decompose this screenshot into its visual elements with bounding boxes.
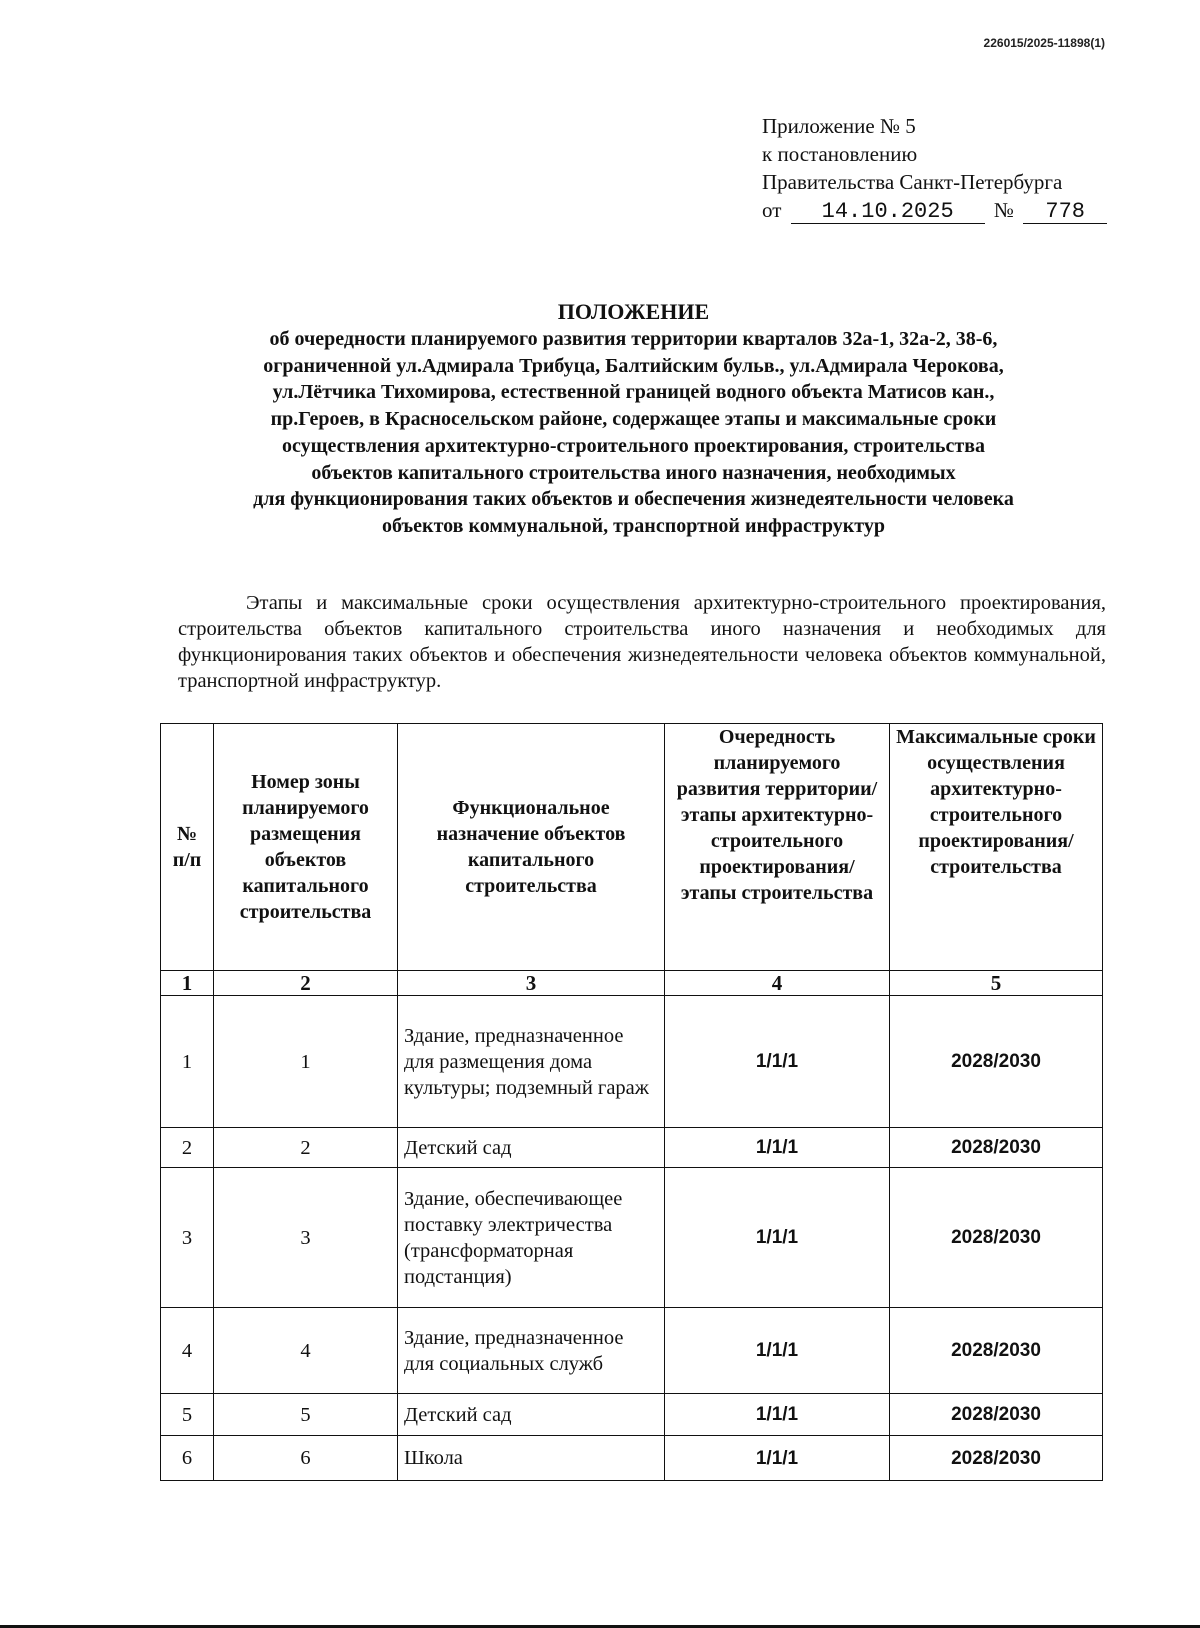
cell-order: 1/1/1 [665, 996, 890, 1128]
appendix-title: Приложение № 5 [762, 114, 916, 138]
title-heading: ПОЛОЖЕНИЕ [557, 299, 710, 324]
cell-purpose: Здание, обеспечивающее поставку электричества (трансформаторная подстанция) [398, 1168, 665, 1308]
cell-order: 1/1/1 [665, 1168, 890, 1308]
cell-order: 1/1/1 [665, 1128, 890, 1168]
cell-index: 5 [161, 1394, 214, 1436]
header-index: № п/п [161, 724, 214, 971]
column-number: 2 [214, 971, 398, 996]
cell-purpose: Здание, предназначенное для размещения дома культуры; подземный гараж [398, 996, 665, 1128]
resolution-date: 14.10.2025 [791, 201, 985, 224]
header-purpose: Функциональное назначение объектов капитального строительства [398, 724, 665, 971]
header-order: Очередность планируемого развития территории/этапы архитектурно-строительного проектирования/ этапы строительства [665, 724, 890, 971]
appendix-date-line [762, 196, 1107, 224]
cell-zone: 4 [214, 1308, 398, 1394]
table-row [161, 1128, 1103, 1168]
header-terms: Максимальные сроки осуществления архитектурно-строительного проектирования/ строительства [890, 724, 1103, 971]
title-line: об очередности планируемого развития территории кварталов 32а-1, 32а-2, 38-6, [269, 328, 998, 350]
appendix-reference: к постановлению [762, 142, 918, 166]
table-row [161, 1394, 1103, 1436]
column-number: 5 [890, 971, 1103, 996]
cell-index: 4 [161, 1308, 214, 1394]
column-number: 4 [665, 971, 890, 996]
cell-zone: 2 [214, 1128, 398, 1168]
cell-purpose: Школа [398, 1436, 665, 1481]
intro-paragraph: Этапы и максимальные сроки осуществления архитектурно-строительного проектирования, строительства объектов капитального строительства иного назначения и необходимых для функционирования таких объектов и обеспечения жизнедеятельности человека объектов коммунальной, транспортной инфраструктур. [178, 592, 1106, 692]
cell-zone: 3 [214, 1168, 398, 1308]
cell-terms: 2028/2030 [890, 1394, 1103, 1436]
document-title [150, 298, 1117, 540]
title-line: для функционирования таких объектов и обеспечения жизнедеятельности человека [253, 488, 1014, 511]
header-zone: Номер зоны планируемого размещения объектов капитального строительства [214, 724, 398, 971]
cell-order: 1/1/1 [665, 1436, 890, 1481]
column-number: 3 [398, 971, 665, 996]
cell-zone: 1 [214, 996, 398, 1128]
column-number: 1 [161, 971, 214, 996]
title-line: объектов коммунальной, транспортной инфраструктур [382, 514, 885, 537]
title-line: объектов капитального строительства иного назначения, необходимых [311, 461, 956, 484]
cell-zone: 6 [214, 1436, 398, 1481]
column-number-row [161, 971, 1103, 996]
cell-purpose: Здание, предназначенное для социальных служб [398, 1308, 665, 1394]
cell-purpose: Детский сад [398, 1394, 665, 1436]
cell-zone: 5 [214, 1394, 398, 1436]
cell-order: 1/1/1 [665, 1394, 890, 1436]
title-line: ограниченной ул.Адмирала Трибуца, Балтийским бульв., ул.Адмирала Черокова, [263, 354, 1004, 377]
cell-index: 1 [161, 996, 214, 1128]
cell-terms: 2028/2030 [890, 1168, 1103, 1308]
table-header-row [161, 724, 1103, 971]
cell-order: 1/1/1 [665, 1308, 890, 1394]
title-line: пр.Героев, в Красносельском районе, содержащее этапы и максимальные сроки [270, 408, 997, 431]
stages-table [160, 723, 1103, 1481]
cell-terms: 2028/2030 [890, 1308, 1103, 1394]
title-line: осуществления архитектурно-строительного проектирования, строительства [281, 434, 986, 457]
table-row [161, 1168, 1103, 1308]
document-registration-number: 226015/2025-11898(1) [983, 36, 1105, 50]
appendix-issuer: Правительства Санкт-Петербурга [762, 170, 1063, 194]
table-row [161, 996, 1103, 1128]
cell-index: 3 [161, 1168, 214, 1308]
cell-index: 2 [161, 1128, 214, 1168]
number-label: № [993, 198, 1014, 222]
from-label: от [762, 198, 782, 222]
cell-index: 6 [161, 1436, 214, 1481]
cell-terms: 2028/2030 [890, 996, 1103, 1128]
table-row [161, 1308, 1103, 1394]
appendix-block [762, 112, 1107, 224]
cell-purpose: Детский сад [398, 1128, 665, 1168]
resolution-number: 778 [1023, 201, 1107, 224]
title-line: ул.Лётчика Тихомирова, естественной границей водного объекта Матисов кан., [272, 381, 995, 404]
cell-terms: 2028/2030 [890, 1436, 1103, 1481]
cell-terms: 2028/2030 [890, 1128, 1103, 1168]
table-row [161, 1436, 1103, 1481]
